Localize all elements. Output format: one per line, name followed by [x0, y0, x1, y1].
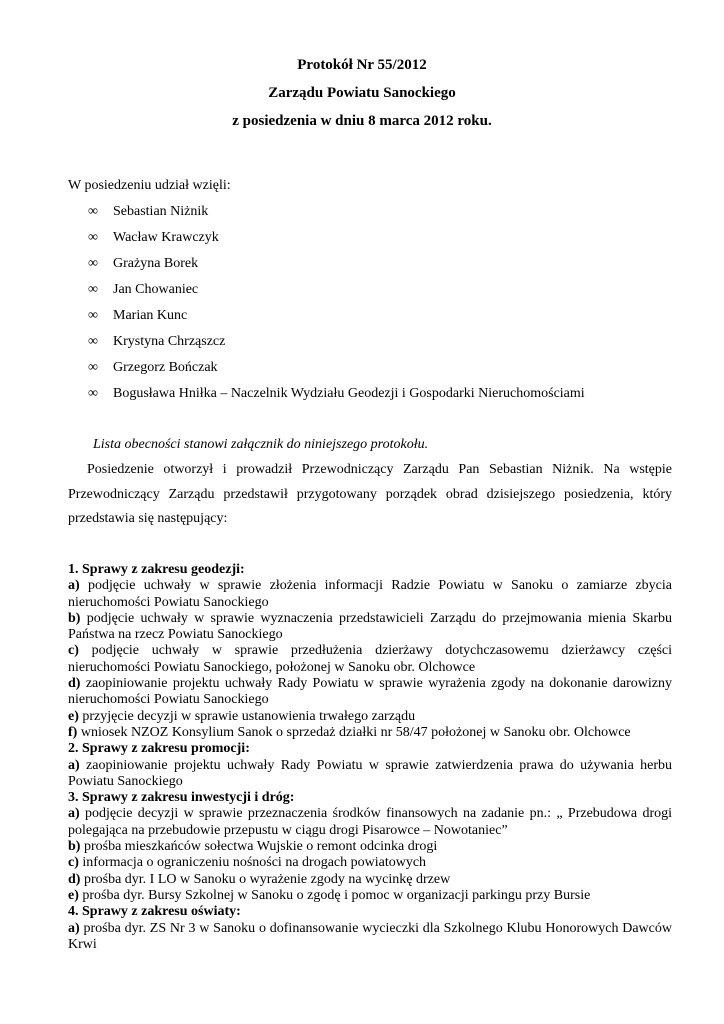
- item-letter: c): [68, 643, 79, 659]
- agenda-item: [68, 676, 672, 709]
- agenda-item: [68, 709, 672, 725]
- agenda-item: [68, 839, 672, 855]
- item-letter: d): [68, 871, 81, 887]
- agenda-item: [68, 921, 672, 954]
- board-name: Zarządu Powiatu Sanockiego: [268, 85, 456, 101]
- attendee-name: Wacław Krawczyk: [113, 230, 219, 245]
- attendee-item: [88, 203, 208, 220]
- attendance-note: Lista obecności stanowi załącznik do niniejszego protokołu.: [93, 437, 429, 452]
- attendee-item: [88, 385, 585, 402]
- item-letter: d): [68, 676, 81, 692]
- attendee-name: Krystyna Chrząszcz: [113, 334, 226, 349]
- item-text: podjęcie uchwały w sprawie wyznaczenia przedstawicieli Zarządu do przejmowania mienia Skarbu Państwa na rzecz Powiatu Sanockiego: [68, 610, 673, 643]
- item-letter: c): [68, 855, 79, 871]
- infinity-bullet-icon: ∞: [88, 386, 98, 401]
- section-heading: 3. Sprawy z zakresu inwestycji i dróg:: [68, 790, 295, 806]
- agenda-item: [68, 758, 672, 791]
- item-text: zaopiniowanie projektu uchwały Rady Powiatu w sprawie zatwierdzenia prawa do używania herbu Powiatu Sanockiego: [68, 757, 673, 789]
- agenda-item: [68, 806, 672, 839]
- infinity-bullet-icon: ∞: [88, 360, 98, 375]
- section-heading: 1. Sprawy z zakresu geodezji:: [68, 562, 245, 577]
- opening-paragraph: Posiedzenie otworzył i prowadził Przewodniczący Zarządu Pan Sebastian Niżnik. Na wstępie Przewodniczący Zarządu przedstawił przygotowany porządek obrad dzisiejszego posiedzenia, który przedstawia się następujący:: [68, 462, 672, 526]
- attendee-name: Sebastian Niżnik: [113, 204, 209, 219]
- item-letter: a): [68, 806, 80, 822]
- infinity-bullet-icon: ∞: [88, 282, 98, 297]
- agenda-item: [68, 725, 672, 741]
- item-letter: a): [68, 920, 80, 936]
- infinity-bullet-icon: ∞: [88, 230, 98, 245]
- attendee-item: [88, 333, 225, 350]
- attendee-item: [88, 359, 218, 376]
- item-text: prośba dyr. ZS Nr 3 w Sanoku o dofinansowanie wycieczki dla Szkolnego Klubu Honorowych Dawców Krwi: [68, 920, 672, 952]
- attendee-item: [88, 281, 198, 298]
- item-text: podjęcie uchwały w sprawie przedłużenia dzierżawy dotychczasowemu dzierżawcy części nieruchomości Powiatu Sanockiego, położonej w Sanoku obr. Olchowce: [68, 643, 673, 675]
- attendee-item: [88, 255, 198, 272]
- infinity-bullet-icon: ∞: [88, 334, 98, 349]
- item-text: przyjęcie decyzji w sprawie ustanowienia trwałego zarządu: [82, 708, 416, 724]
- item-text: prośba dyr. Bursy Szkolnej w Sanoku o zgodę i pomoc w organizacji parkingu przy Bursie: [82, 887, 591, 903]
- attendee-name: Marian Kunc: [113, 308, 188, 323]
- item-text: podjęcie uchwały w sprawie złożenia informacji Radzie Powiatu w Sanoku o zamiarze zbycia nieruchomości Powiatu Sanockiego: [68, 578, 673, 610]
- agenda-item: [68, 578, 672, 611]
- infinity-bullet-icon: ∞: [88, 204, 98, 219]
- attendee-item: [88, 229, 219, 246]
- agenda-item: [68, 611, 672, 644]
- item-letter: b): [68, 610, 81, 626]
- meeting-date: z posiedzenia w dniu 8 marca 2012 roku.: [232, 113, 492, 129]
- item-letter: e): [68, 708, 79, 724]
- attendee-name: Jan Chowaniec: [113, 282, 199, 297]
- item-text: informacja o ograniczeniu nośności na drogach powiatowych: [82, 855, 427, 871]
- item-letter: a): [68, 578, 80, 594]
- agenda-item: [68, 888, 672, 904]
- agenda-item: [68, 855, 672, 871]
- item-text: wniosek NZOZ Konsylium Sanok o sprzedaż działki nr 58/47 położonej w Sanoku obr. Olchowce: [80, 724, 631, 740]
- item-letter: a): [68, 757, 80, 773]
- attendee-name: Grzegorz Bończak: [113, 360, 218, 375]
- item-letter: f): [68, 724, 78, 740]
- item-letter: e): [68, 887, 79, 903]
- item-letter: b): [68, 839, 81, 855]
- protocol-title: Protokół Nr 55/2012: [297, 57, 427, 73]
- agenda-item: [68, 643, 672, 676]
- infinity-bullet-icon: ∞: [88, 308, 98, 323]
- agenda-item: [68, 872, 672, 888]
- item-text: prośba mieszkańców sołectwa Wujskie o remont odcinka drogi: [83, 839, 438, 855]
- item-text: podjęcie decyzji w sprawie przeznaczenia środków finansowych na zadanie pn.: „ Przebudowa drogi polegająca na przebudowie przepustu w ciągu drogi Pisarowce – Nowotaniec”: [68, 806, 673, 838]
- section-heading: 2. Sprawy z zakresu promocji:: [68, 741, 250, 757]
- attendee-name: Bogusława Hniłka – Naczelnik Wydziału Geodezji i Gospodarki Nieruchomościami: [113, 386, 585, 401]
- agenda: [68, 562, 672, 953]
- attendee-item: [88, 307, 187, 324]
- item-text: prośba dyr. I LO w Sanoku o wyrażenie zgody na wycinkę drzew: [83, 871, 451, 887]
- attendee-name: Grażyna Borek: [113, 256, 199, 271]
- section-heading: 4. Sprawy z zakresu oświaty:: [68, 904, 241, 920]
- item-text: zaopiniowanie projektu uchwały Rady Powiatu w sprawie wyrażenia zgody na dokonanie darowizny nieruchomości Powiatu Sanockiego: [68, 676, 672, 708]
- attendance-intro: W posiedzeniu udział wzięli:: [68, 178, 231, 193]
- infinity-bullet-icon: ∞: [88, 256, 98, 271]
